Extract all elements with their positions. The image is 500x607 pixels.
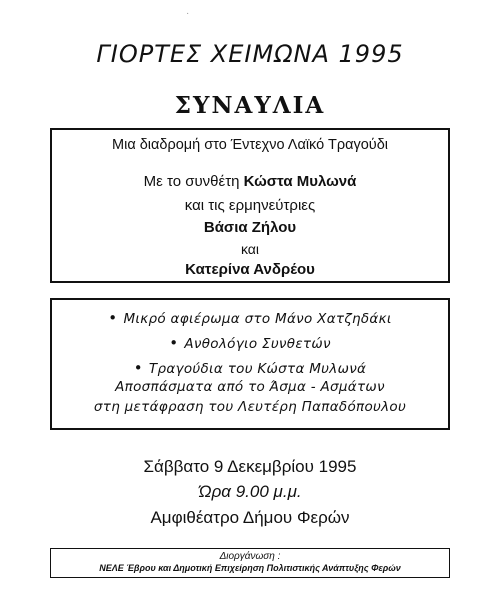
list-item — [52, 334, 448, 352]
item-3-line-3: στη μετάφραση του Λευτέρη Παπαδόπουλου — [93, 399, 407, 415]
scan-mark: · — [186, 8, 190, 19]
organizer-box — [50, 548, 450, 578]
organizer-label: Διοργάνωση : — [219, 551, 281, 562]
singer-1-name: Βάσια Ζήλου — [203, 219, 297, 236]
program-items-box — [50, 298, 450, 430]
event-date: Σάββατο 9 Δεκεμβρίου 1995 — [143, 457, 357, 476]
list-item — [52, 359, 448, 377]
event-time: Ώρα 9.00 μ.μ. — [198, 482, 302, 501]
composer-name: Κώστα Μυλωνά — [243, 173, 357, 190]
composer-line — [52, 173, 448, 190]
event-venue: Αμφιθέατρο Δήμου Φερών — [150, 508, 350, 527]
list-item — [52, 309, 448, 327]
event-type-heading: ΣΥΝΑΥΛΙΑ — [174, 92, 326, 119]
item-2-text: Ανθολόγιο Συνθετών — [184, 336, 331, 352]
item-3-line-2: Αποσπάσματα από το Άσμα - Ασμάτων — [115, 379, 385, 395]
item-3-text: Τραγούδια του Κώστα Μυλωνά — [148, 361, 367, 377]
conjunction: και — [240, 241, 260, 257]
program-box — [50, 128, 450, 283]
bullet-icon: • — [133, 359, 143, 377]
festival-title: ΓΙΟΡΤΕΣ ΧΕΙΜΩΝΑ 1995 — [96, 40, 404, 68]
composer-prefix: Με το συνθέτη — [143, 173, 240, 190]
singer-2-name: Κατερίνα Ανδρέου — [185, 261, 315, 278]
program-subtitle: Μια διαδρομή στο Έντεχνο Λαϊκό Τραγούδι — [112, 137, 388, 153]
singers-intro: και τις ερμηνεύτριες — [184, 197, 316, 214]
item-1-text: Μικρό αφιέρωμα στο Μάνο Χατζηδάκι — [123, 311, 392, 327]
bullet-icon: • — [169, 334, 179, 352]
organizer-names: ΝΕΛΕ Έβρου και Δημοτική Επιχείρηση Πολιτιστικής Ανάπτυξης Φερών — [99, 563, 401, 573]
bullet-icon: • — [108, 309, 118, 327]
